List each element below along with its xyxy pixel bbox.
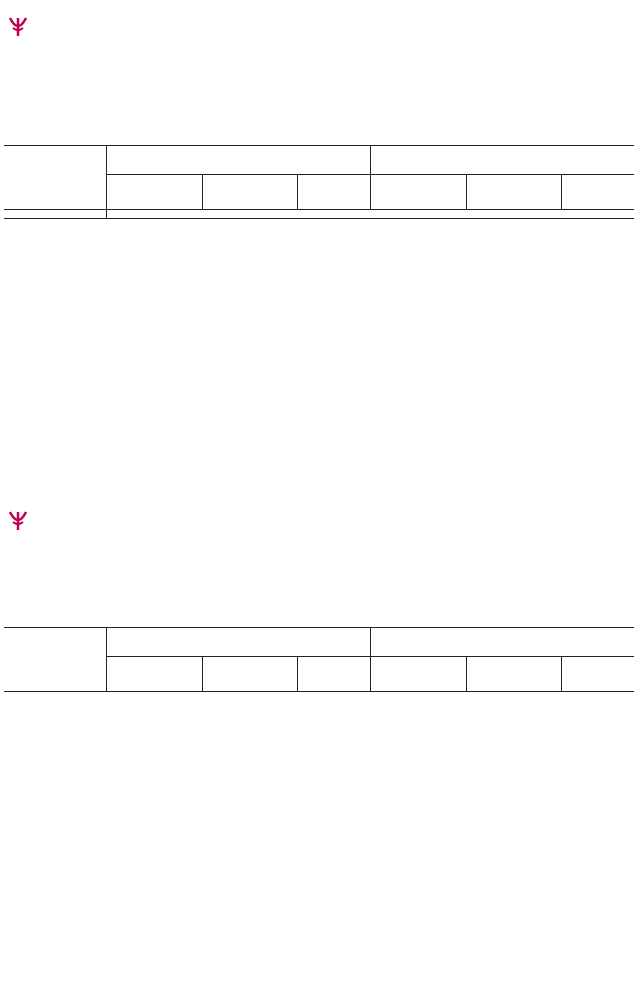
col-header xyxy=(298,175,371,210)
col-header xyxy=(466,175,562,210)
dept-header xyxy=(4,146,107,210)
spacer-row xyxy=(4,210,634,219)
col-header xyxy=(562,175,635,210)
group-header-2 xyxy=(371,628,635,657)
col-header xyxy=(107,175,203,210)
col-header xyxy=(298,657,371,692)
logo-icon xyxy=(6,14,30,38)
title-line-2 xyxy=(233,578,243,600)
group-header-1 xyxy=(107,628,371,657)
data-table xyxy=(4,627,634,692)
col-header xyxy=(202,657,298,692)
title-line-2 xyxy=(233,90,243,112)
data-table xyxy=(4,145,634,219)
site-logo xyxy=(6,14,36,38)
col-header xyxy=(371,657,467,692)
col-header xyxy=(562,657,635,692)
col-header xyxy=(371,175,467,210)
col-header xyxy=(202,175,298,210)
logo-icon xyxy=(6,508,30,532)
site-logo xyxy=(6,508,36,532)
group-header-1 xyxy=(107,146,371,175)
col-header xyxy=(107,657,203,692)
dept-header xyxy=(4,628,107,692)
col-header xyxy=(466,657,562,692)
group-header-2 xyxy=(371,146,635,175)
